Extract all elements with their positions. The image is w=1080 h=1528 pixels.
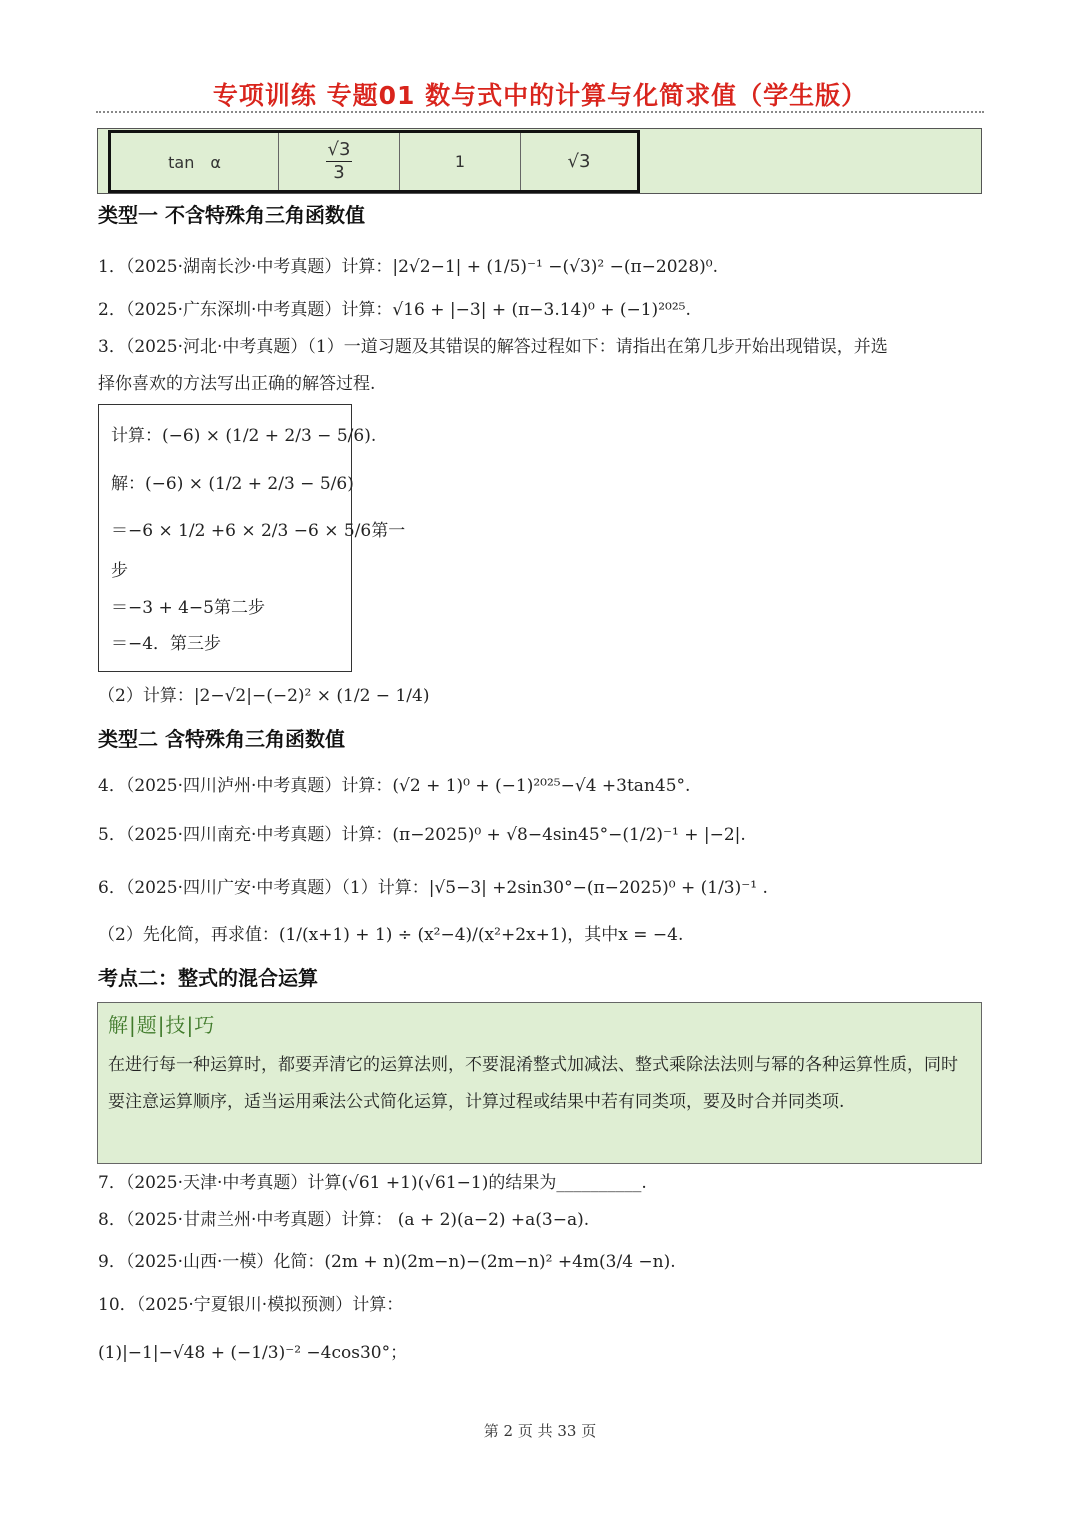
tip-text: 在进行每一种运算时，都要弄清它的运算法则，不要混淆整式加减法、整式乘除法法则与幂的各种运算性质，同时要注意运算顺序，适当运用乘法公式简化运算，计算过程或结果中若有同类项，要及时合并同类项.	[108, 1055, 958, 1112]
question-10: 10．（2025·宁夏银川·模拟预测）计算：	[98, 1295, 404, 1315]
question-10-part1: (1)|−1|−√48 + (−1/3)⁻² −4cos30°；	[98, 1343, 408, 1363]
table-cell-root3-over-3	[279, 133, 400, 190]
question-9: 9．（2025·山西·一模）化简：(2m + n)(2m−n)−(2m−n)² +4m(3/4 −n).	[98, 1252, 676, 1272]
solution-line: 步	[111, 561, 128, 581]
question-2: 2．（2025·广东深圳·中考真题）计算：√16 + |−3| + (π−3.14)⁰ + (−1)²⁰²⁵.	[98, 300, 691, 320]
page-footer: 第 2 页 共 33 页	[483, 1422, 597, 1440]
question-5: 5．（2025·四川南充·中考真题）计算：(π−2025)⁰ + √8−4sin45°−(1/2)⁻¹ + |−2|.	[98, 825, 746, 845]
question-3-line1: 3．（2025·河北·中考真题）（1）一道习题及其错误的解答过程如下：请指出在第几步开始出现错误，并选	[98, 337, 888, 357]
question-4: 4．（2025·四川泸州·中考真题）计算：(√2 + 1)⁰ + (−1)²⁰²⁵−√4 +3tan45°.	[98, 776, 691, 796]
table-cell-one: 1	[400, 133, 521, 190]
question-6: 6．（2025·四川广安·中考真题）（1）计算：|√5−3| +2sin30°−(π−2025)⁰ + (1/3)⁻¹ .	[98, 878, 768, 898]
question-3-part2: （2）计算：|2−√2|−(−2)² × (1/2 − 1/4)	[98, 686, 430, 706]
section-heading-type1: 类型一 不含特殊角三角函数值	[98, 203, 365, 227]
solution-box	[98, 404, 406, 672]
section-heading-type2: 类型二 含特殊角三角函数值	[98, 727, 345, 751]
table-cell-root3: √3	[567, 151, 591, 172]
question-3-line2: 择你喜欢的方法写出正确的解答过程.	[98, 374, 376, 394]
question-1: 1．（2025·湖南长沙·中考真题）计算：|2√2−1| + (1/5)⁻¹ −(√3)² −(π−2028)⁰.	[98, 257, 719, 277]
solution-line: ＝−4．第三步	[111, 634, 222, 654]
question-6-part2: （2）先化简，再求值：(1/(x+1) + 1) ÷ (x²−4)/(x²+2x+1)，其中x = −4.	[98, 925, 684, 945]
tip-title: 解|题|技|巧	[108, 1013, 216, 1037]
trig-table-container	[97, 128, 982, 194]
question-8: 8．（2025·甘肃兰州·中考真题）计算： (a + 2)(a−2) +a(3−a).	[98, 1210, 590, 1230]
fraction-numerator: √3	[327, 139, 351, 160]
tip-box	[97, 1002, 982, 1164]
solution-line: 解：(−6) × (1/2 + 2/3 − 5/6)	[111, 474, 354, 494]
solution-line: 计算：(−6) × (1/2 + 2/3 − 5/6).	[111, 426, 377, 446]
trig-table	[108, 130, 640, 193]
solution-line: ＝−3 + 4−5第二步	[111, 598, 265, 618]
solution-line: ＝−6 × 1/2 +6 × 2/3 −6 × 5/6第一	[111, 521, 406, 541]
table-cell-tan-label: tan α	[111, 133, 279, 190]
question-7: 7．（2025·天津·中考真题）计算(√61 +1)(√61−1)的结果为__________.	[98, 1173, 647, 1193]
title-divider	[96, 111, 984, 113]
section-heading-kaodian2: 考点二：整式的混合运算	[98, 966, 318, 990]
page-title: 专项训练 专题01 数与式中的计算与化简求值（学生版）	[212, 81, 868, 110]
fraction-denominator: 3	[333, 162, 345, 183]
